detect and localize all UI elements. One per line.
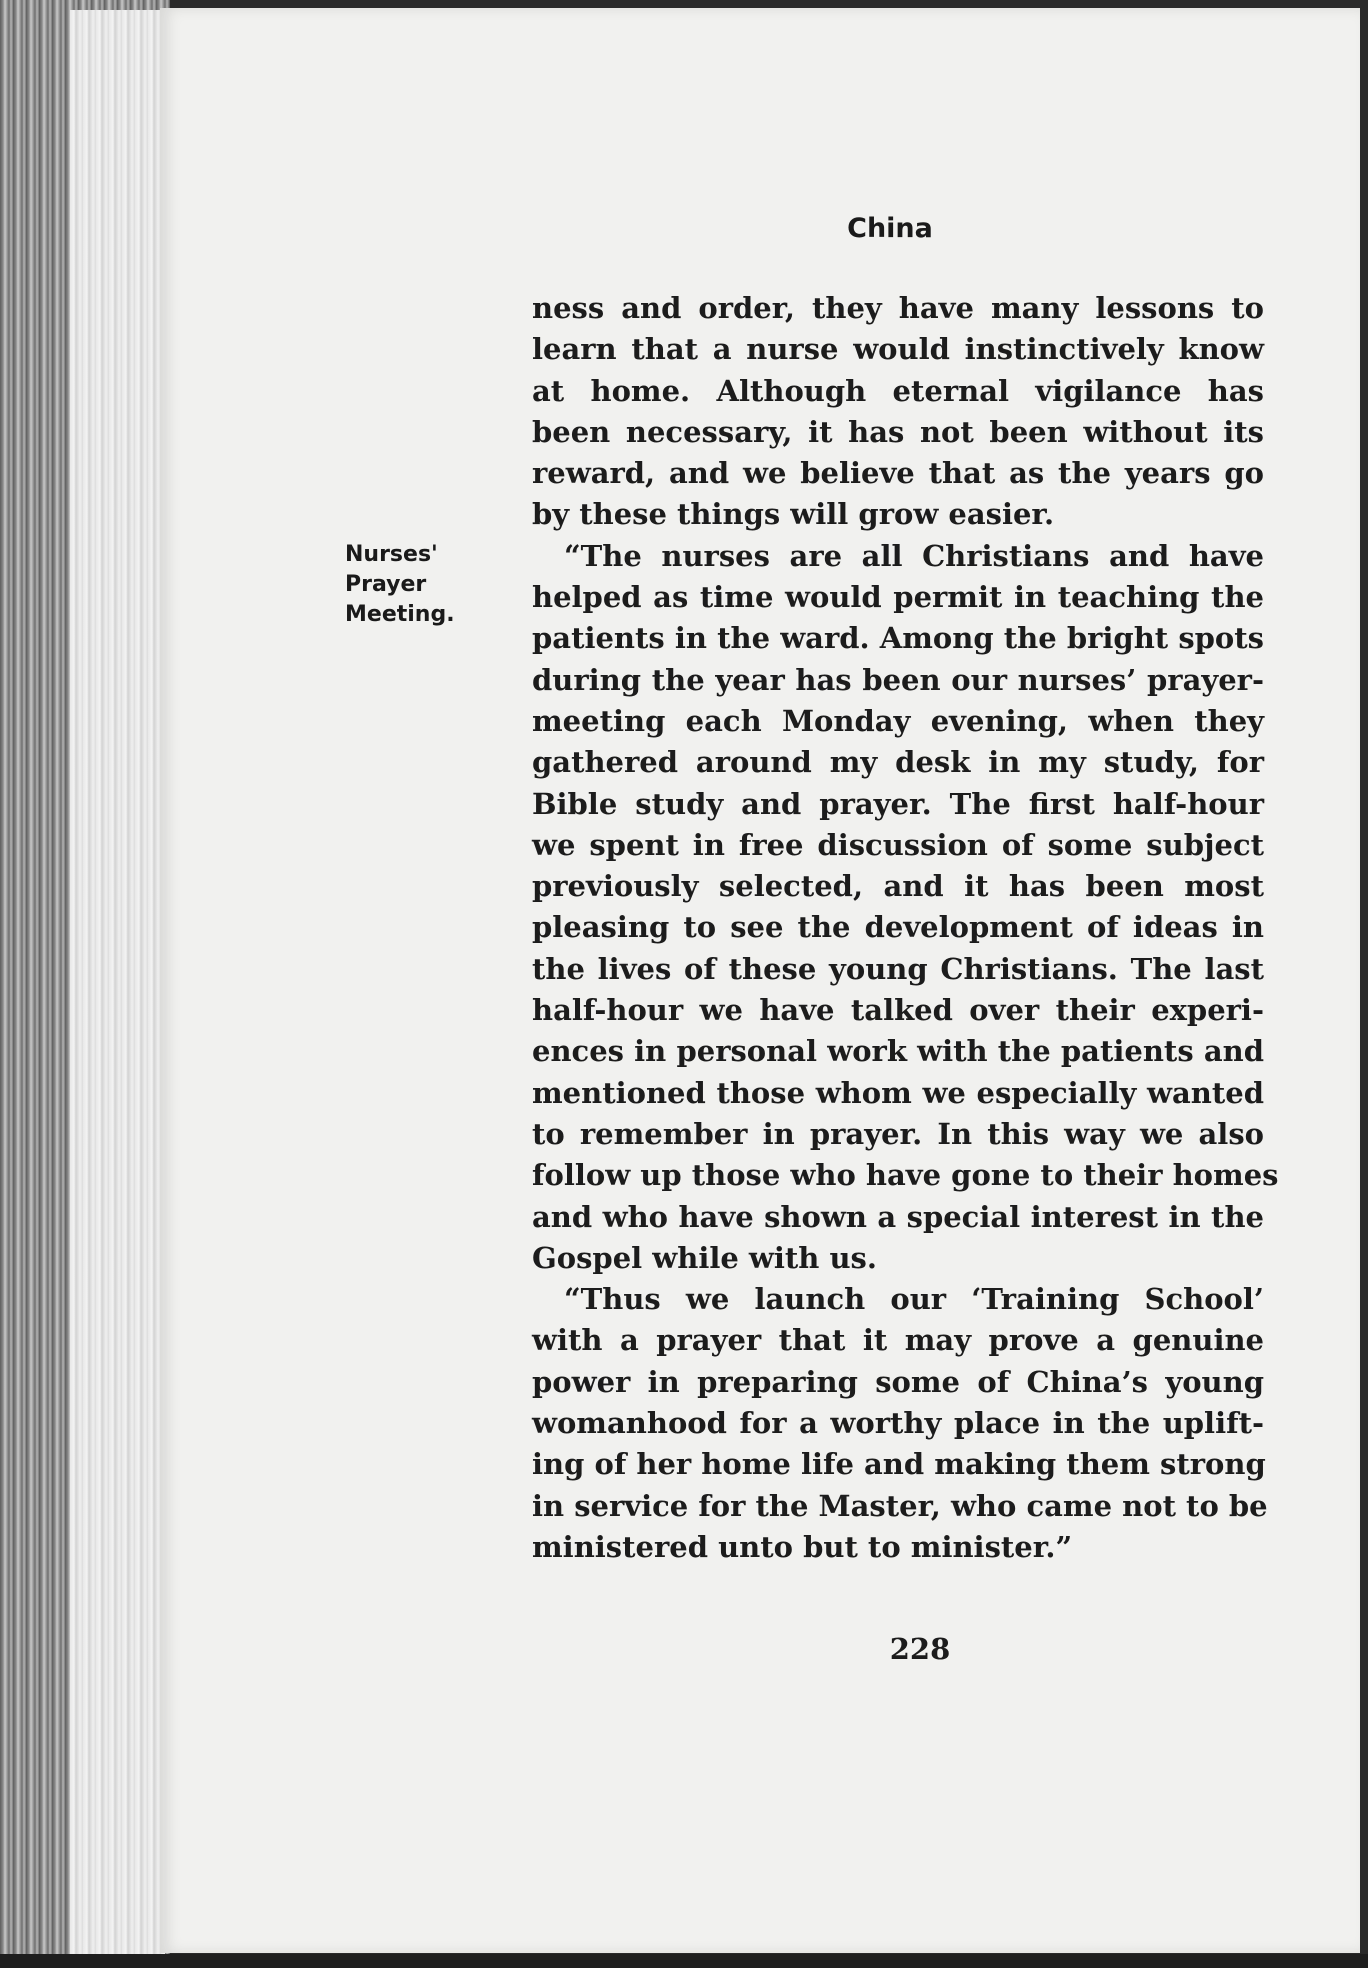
- text-line: pleasing to see the development of ideas in: [532, 910, 1264, 945]
- text-line: by these things will grow easier.: [532, 497, 1055, 532]
- text-line: Gospel while with us.: [532, 1240, 877, 1275]
- margin-note-line: Meeting.: [345, 602, 455, 627]
- text-line: womanhood for a worthy place in the uplift-: [532, 1406, 1264, 1441]
- text-line: half-hour we have talked over their experi-: [532, 993, 1264, 1028]
- text-line: “The nurses are all Christians and have: [564, 538, 1264, 573]
- text-line: mentioned those whom we especially wanted: [532, 1075, 1264, 1110]
- text-line: meeting each Monday evening, when they: [532, 703, 1264, 738]
- text-line: gathered around my desk in my study, for: [532, 745, 1264, 780]
- margin-note-line: Nurses': [345, 542, 438, 567]
- text-line: at home. Although eternal vigilance has: [532, 373, 1264, 408]
- text-line: and who have shown a special interest in the: [532, 1199, 1264, 1234]
- page-number: 228: [889, 1632, 951, 1666]
- text-line: ences in personal work with the patients and: [532, 1034, 1264, 1069]
- text-line: “Thus we launch our ‘Training School’: [564, 1282, 1264, 1317]
- running-head: China: [847, 213, 933, 244]
- margin-note: [345, 540, 455, 630]
- page-edge-stack: [70, 10, 165, 1955]
- text-line: ness and order, they have many lessons to: [532, 291, 1264, 325]
- text-line: learn that a nurse would instinctively know: [532, 332, 1264, 367]
- text-line: during the year has been our nurses’ prayer-: [532, 662, 1264, 697]
- text-line: in service for the Master, who came not to be: [532, 1488, 1268, 1523]
- text-line: Bible study and prayer. The first half-hour: [532, 786, 1264, 821]
- body-text: [532, 288, 1279, 1568]
- text-line: reward, and we believe that as the years go: [532, 456, 1264, 491]
- text-line: been necessary, it has not been without its: [532, 414, 1264, 449]
- text-line: patients in the ward. Among the bright spots: [532, 621, 1264, 656]
- text-line: with a prayer that it may prove a genuine: [532, 1323, 1264, 1358]
- text-line: ing of her home life and making them strong: [532, 1447, 1266, 1482]
- text-line: we spent in free discussion of some subject: [532, 827, 1264, 862]
- text-line: previously selected, and it has been most: [532, 869, 1264, 904]
- book-page-edges: [0, 0, 170, 1968]
- text-line: power in preparing some of China’s young: [532, 1364, 1264, 1399]
- text-line: helped as time would permit in teaching the: [532, 580, 1264, 615]
- scan-bottom-edge: [0, 1954, 1368, 1968]
- text-line: follow up those who have gone to their homes: [532, 1158, 1279, 1193]
- margin-note-line: Prayer: [345, 572, 427, 597]
- text-line: the lives of these young Christians. The last: [532, 951, 1264, 986]
- text-line: to remember in prayer. In this way we also: [532, 1116, 1264, 1151]
- text-line: ministered unto but to minister.”: [532, 1529, 1073, 1564]
